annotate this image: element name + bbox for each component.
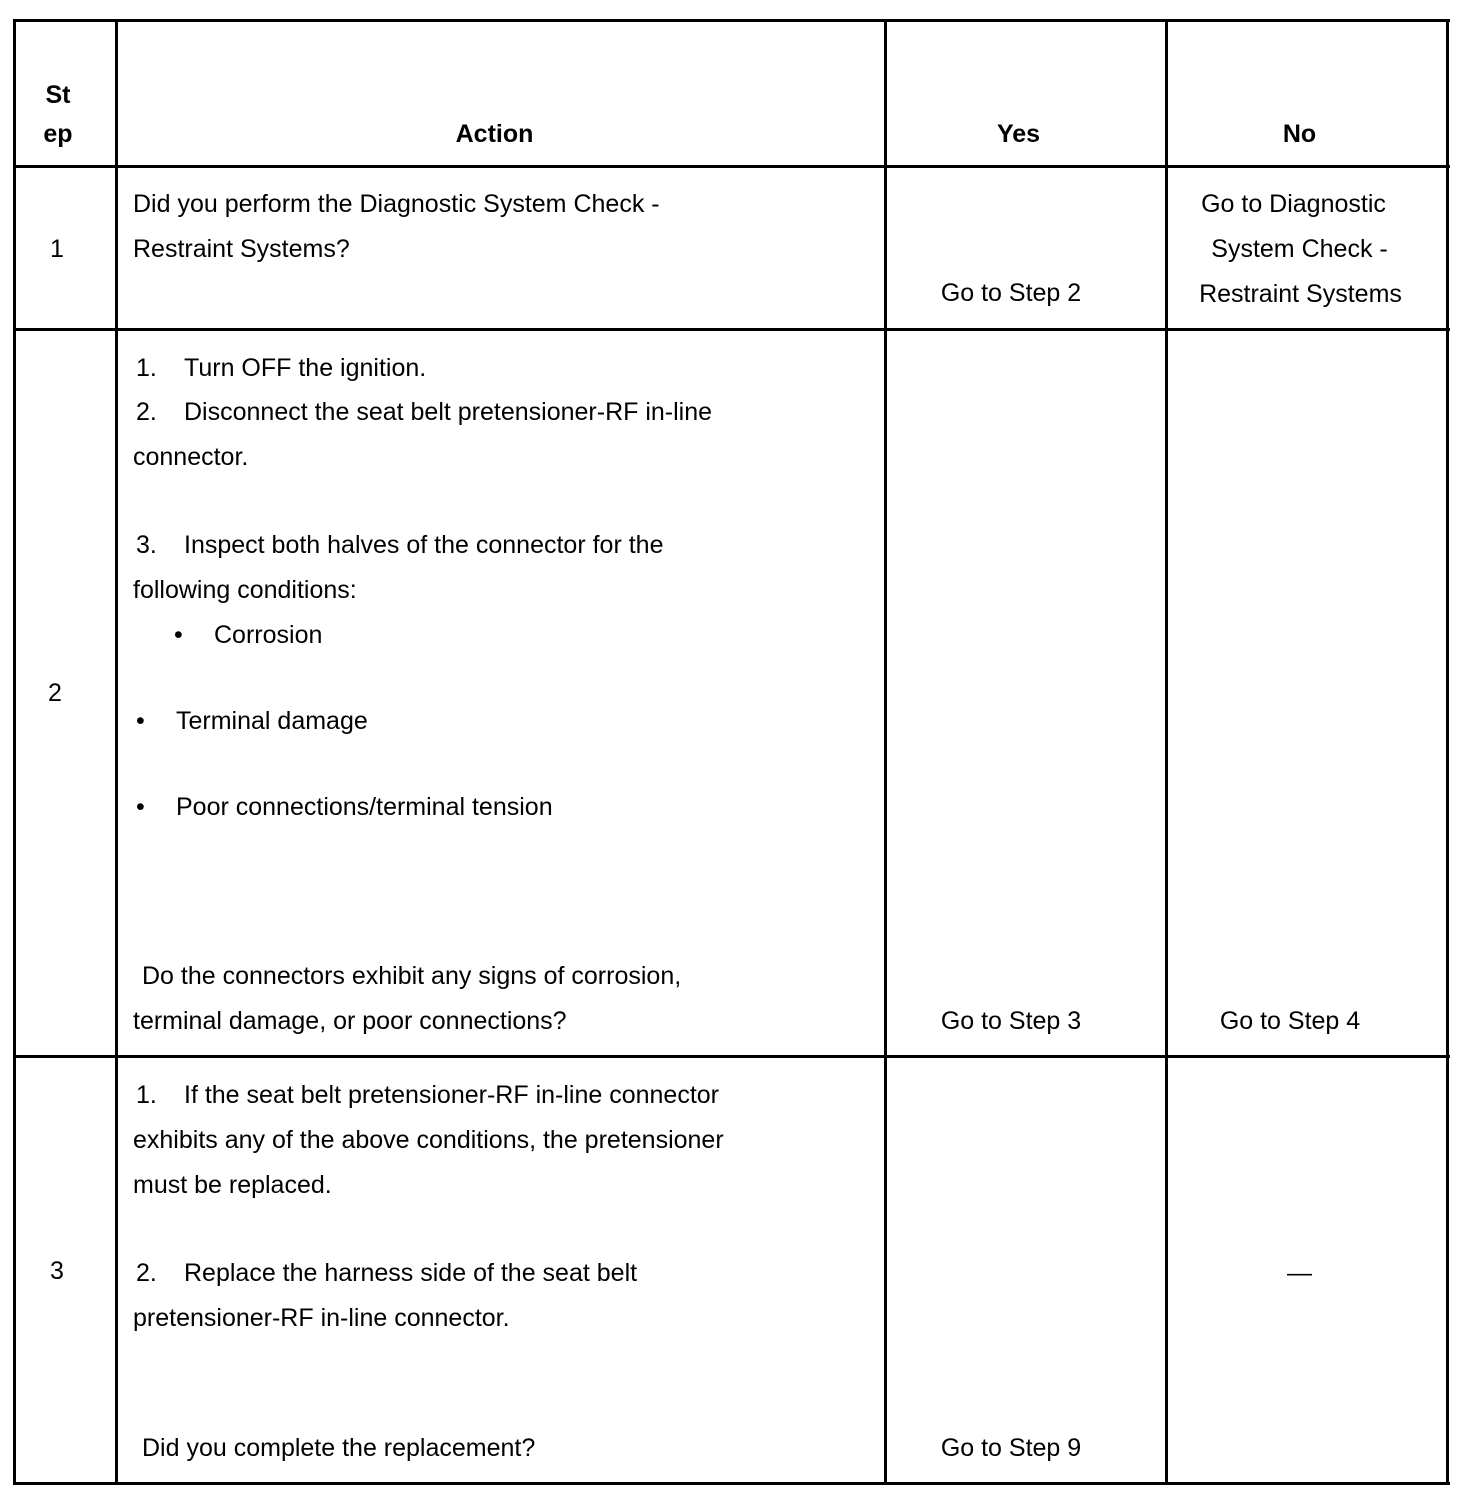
list-number: 1. — [136, 1081, 157, 1109]
row2-yes: Go to Step 3 — [940, 1007, 1082, 1035]
list-item-text: Turn OFF the ignition. — [184, 354, 427, 382]
bullet-icon: • — [136, 707, 145, 735]
row3-step: 3 — [50, 1257, 64, 1285]
row2-bullet-corrosion — [174, 620, 322, 650]
row2-step: 2 — [48, 679, 62, 707]
row2-question-line2: terminal damage, or poor connections? — [133, 1007, 567, 1035]
list-number: 2. — [136, 398, 157, 426]
row2-item2-continuation: connector. — [133, 443, 249, 471]
row1-no-line1: Go to Diagnostic — [1201, 190, 1386, 218]
row-divider-2 — [13, 1055, 1450, 1058]
row3-item1-continuation-1: exhibits any of the above conditions, the pretensioner — [133, 1126, 724, 1154]
row1-yes: Go to Step 2 — [940, 279, 1082, 307]
row3-item1 — [136, 1080, 719, 1110]
row1-no-line2: System Check - — [1211, 235, 1388, 263]
bullet-text: Terminal damage — [176, 707, 368, 735]
row2-item3 — [136, 530, 663, 560]
table-border-left — [13, 19, 16, 1485]
bullet-icon: • — [174, 621, 183, 649]
column-divider-action — [884, 19, 887, 1485]
row1-step: 1 — [50, 235, 64, 263]
list-item-text: Inspect both halves of the connector for the — [184, 531, 664, 559]
row2-item3-continuation: following conditions: — [133, 576, 357, 604]
table-border-bottom — [13, 1482, 1450, 1485]
bullet-icon: • — [136, 793, 145, 821]
column-divider-step — [115, 19, 118, 1485]
header-no: No — [1282, 120, 1317, 148]
row2-bullet-terminal-damage — [136, 706, 368, 736]
row3-item2-continuation: pretensioner-RF in-line connector. — [133, 1304, 510, 1332]
row2-no: Go to Step 4 — [1219, 1007, 1361, 1035]
list-number: 2. — [136, 1259, 157, 1287]
row2-question-line1: Do the connectors exhibit any signs of corrosion, — [142, 962, 682, 990]
bullet-text: Poor connections/terminal tension — [176, 793, 553, 821]
bullet-text: Corrosion — [214, 621, 323, 649]
header-step-line2: ep — [43, 120, 73, 148]
row1-action-line1: Did you perform the Diagnostic System Check - — [133, 190, 660, 218]
row2-item2 — [136, 397, 712, 427]
header-step-line1: St — [45, 81, 71, 109]
list-item-text: If the seat belt pretensioner-RF in-line connector — [184, 1081, 719, 1109]
row3-item2 — [136, 1258, 637, 1288]
row3-question: Did you complete the replacement? — [142, 1434, 536, 1462]
row2-bullet-poor-connections — [136, 792, 553, 822]
list-number: 3. — [136, 531, 157, 559]
list-item-text: Replace the harness side of the seat belt — [184, 1259, 638, 1287]
row2-item1 — [136, 353, 426, 383]
table-border-top — [13, 19, 1450, 22]
row-divider-1 — [13, 328, 1450, 331]
row3-item1-continuation-2: must be replaced. — [133, 1171, 332, 1199]
row1-no-line3: Restraint Systems — [1199, 280, 1402, 308]
table-border-right — [1446, 19, 1449, 1485]
row3-yes: Go to Step 9 — [940, 1434, 1082, 1462]
header-divider — [13, 165, 1450, 168]
header-action: Action — [455, 120, 534, 148]
header-yes: Yes — [996, 120, 1041, 148]
row1-action-line2: Restraint Systems? — [133, 235, 350, 263]
list-number: 1. — [136, 354, 157, 382]
list-item-text: Disconnect the seat belt pretensioner-RF in-line — [184, 398, 713, 426]
row3-no: — — [1287, 1259, 1312, 1287]
